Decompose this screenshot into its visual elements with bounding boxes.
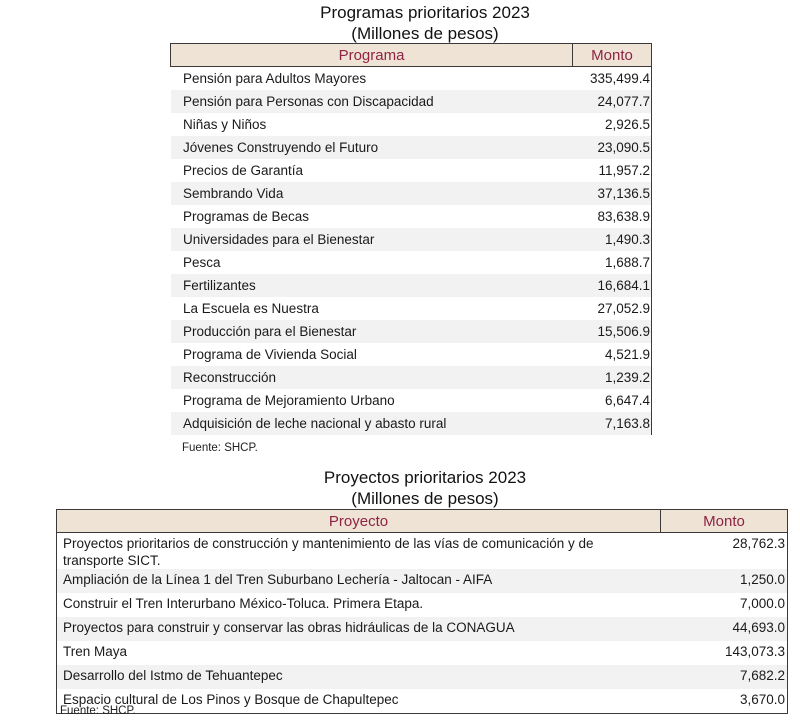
row-name: Universidades para el Bienestar (171, 228, 573, 251)
table-row (57, 569, 788, 593)
programs-table (170, 43, 652, 435)
row-name: Proyectos para construir y conservar las obras hidráulicas de la CONAGUA (57, 617, 661, 641)
projects-header-row (57, 510, 788, 533)
table-row (171, 343, 652, 366)
row-name: Adquisición de leche nacional y abasto rural (171, 412, 573, 435)
programs-subtitle: (Millones de pesos) (351, 24, 499, 43)
row-amount: 2,926.5 (604, 117, 650, 132)
table-row (57, 533, 788, 570)
table-row (57, 641, 788, 665)
projects-subtitle: (Millones de pesos) (351, 489, 499, 508)
projects-title: Proyectos prioritarios 2023 (323, 468, 527, 487)
table-row (171, 205, 652, 228)
row-name: Programas de Becas (183, 209, 310, 224)
row-name: Ampliación de la Línea 1 del Tren Suburbano Lechería - Jaltocan - AIFA (57, 569, 661, 593)
row-name: Programa de Mejoramiento Urbano (183, 393, 395, 408)
programs-source: Fuente: SHCP. (182, 442, 258, 454)
row-amount: 1,239.2 (573, 366, 652, 389)
row-amount: 1,490.3 (573, 228, 652, 251)
programs-header-row (171, 44, 652, 67)
table-row (171, 67, 652, 91)
row-name: Jóvenes Construyendo el Futuro (171, 136, 573, 159)
table-row (171, 136, 652, 159)
row-amount: 1,688.7 (604, 255, 650, 270)
row-amount: 83,638.9 (597, 209, 650, 224)
row-amount: 3,670.0 (739, 692, 785, 707)
programs-title: Programas prioritarios 2023 (320, 3, 530, 22)
row-amount: 6,647.4 (604, 393, 650, 408)
projects-table (56, 509, 788, 714)
row-name: Construir el Tren Interurbano México-Toluca. Primera Etapa. (63, 596, 424, 611)
row-amount: 143,073.3 (724, 644, 785, 659)
table-row (57, 617, 788, 641)
row-name: Producción para el Bienestar (171, 320, 573, 343)
row-name: La Escuela es Nuestra (183, 301, 319, 316)
table-row (171, 389, 652, 412)
row-amount: 7,000.0 (739, 596, 785, 611)
row-amount: 44,693.0 (661, 617, 788, 641)
row-name: Reconstrucción (171, 366, 573, 389)
table-row (57, 665, 788, 689)
row-amount: 16,684.1 (573, 274, 652, 297)
row-name: Fertilizantes (171, 274, 573, 297)
programs-header-name: Programa (171, 44, 573, 67)
row-amount: 7,682.2 (661, 665, 788, 689)
row-amount: 28,762.3 (732, 536, 785, 551)
row-amount: 15,506.9 (573, 320, 652, 343)
table-row (171, 159, 652, 182)
row-name: Espacio cultural de Los Pinos y Bosque de Chapultepec (63, 692, 399, 707)
row-amount: 335,499.4 (589, 71, 650, 86)
table-row (171, 366, 652, 389)
row-name: Pesca (183, 255, 221, 270)
row-amount: 4,521.9 (604, 347, 650, 362)
row-name: Pensión para Personas con Discapacidad (171, 90, 573, 113)
row-amount: 37,136.5 (573, 182, 652, 205)
table-row (171, 412, 652, 435)
table-row (57, 689, 788, 714)
row-amount: 23,090.5 (573, 136, 652, 159)
row-amount: 1,250.0 (661, 569, 788, 593)
table-row (171, 228, 652, 251)
table-row (171, 320, 652, 343)
projects-header-name: Proyecto (57, 510, 661, 533)
programs-header-amount: Monto (573, 44, 652, 67)
table-row (171, 182, 652, 205)
table-row (171, 251, 652, 274)
row-name: Niñas y Niños (183, 117, 267, 132)
row-name: Programa de Vivienda Social (183, 347, 357, 362)
row-amount: 11,957.2 (598, 163, 650, 178)
row-name: Desarrollo del Istmo de Tehuantepec (57, 665, 661, 689)
row-name: Tren Maya (63, 644, 128, 659)
row-name: Precios de Garantía (183, 163, 304, 178)
table-row (171, 274, 652, 297)
row-name: Pensión para Adultos Mayores (183, 71, 367, 86)
programs-title-block (0, 2, 800, 44)
row-amount: 27,052.9 (597, 301, 650, 316)
row-name: Sembrando Vida (171, 182, 573, 205)
row-name: Proyectos prioritarios de construcción y mantenimiento de las vías de comunicación y de transporte SICT. (63, 536, 594, 568)
row-amount: 7,163.8 (573, 412, 652, 435)
projects-source: Fuente: SHCP. (60, 705, 136, 717)
projects-header-amount: Monto (661, 510, 788, 533)
table-row (171, 90, 652, 113)
table-row (57, 593, 788, 617)
projects-title-block (0, 467, 800, 509)
table-row (171, 113, 652, 136)
table-row (171, 297, 652, 320)
row-amount: 24,077.7 (573, 90, 652, 113)
